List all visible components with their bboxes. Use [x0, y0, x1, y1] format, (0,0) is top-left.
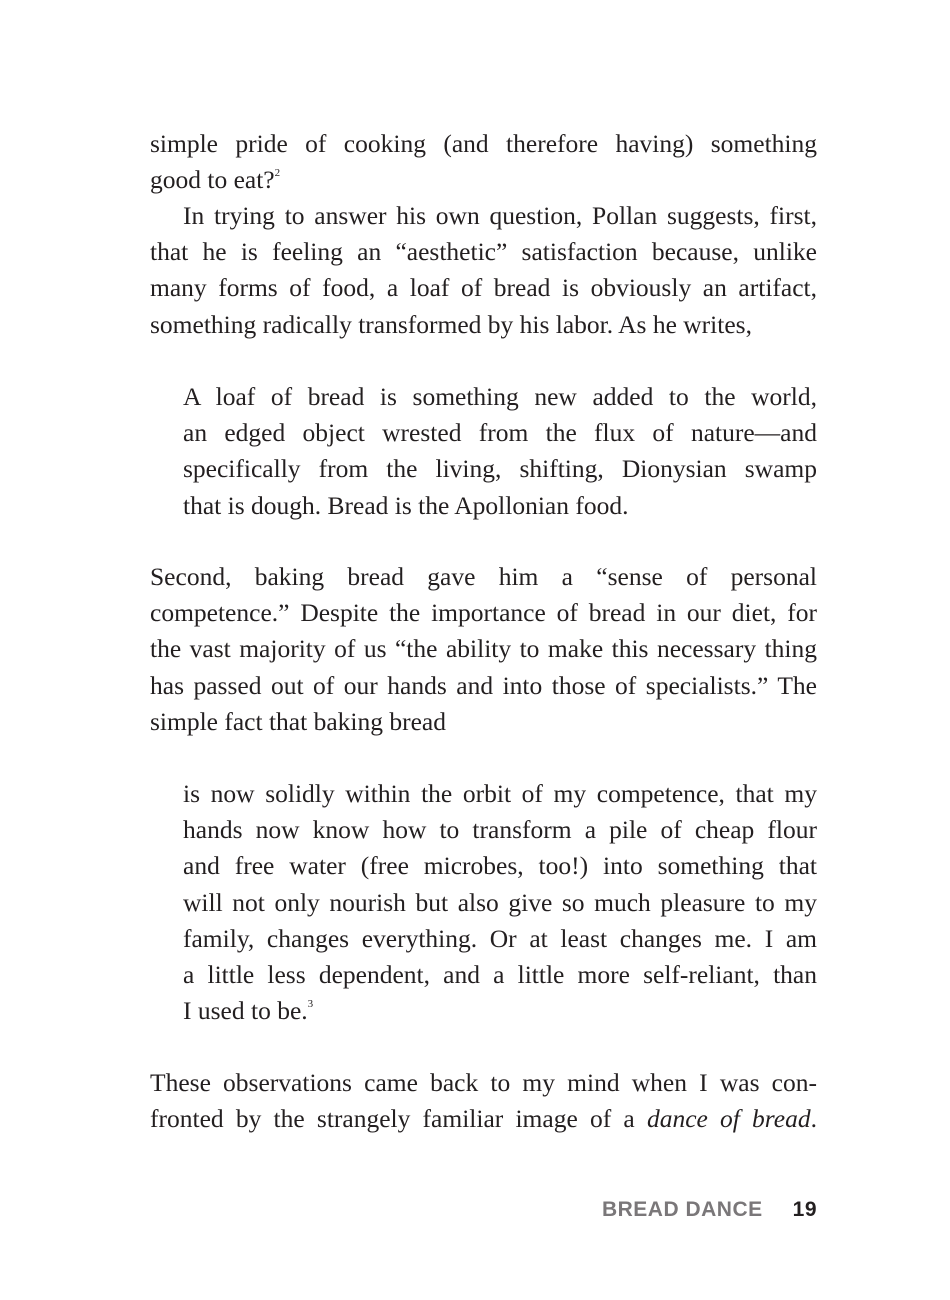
text-line: something radically transformed by his labor. As he writes,	[150, 309, 752, 339]
paragraph-pollan-answer	[150, 198, 817, 343]
text-line: simple pride of cooking (and therefore having) something	[150, 129, 817, 158]
quote-line: that is dough. Bread is the Apollonian food.	[183, 490, 629, 520]
paragraph-observations	[150, 1065, 817, 1137]
text-line: fronted by the strangely familiar image of a dance of bread.	[150, 1104, 817, 1134]
text-line: In trying to answer his own question, Pollan suggests, first,	[183, 201, 817, 230]
emphasis-dance-of-bread: dance of bread	[646, 1104, 811, 1134]
text-line: that he is feeling an “aesthetic” satisfaction because, unlike	[150, 237, 817, 267]
quote-line: is now solidly within the orbit of my competence, that my	[183, 779, 817, 808]
text-line: simple fact that baking bread	[150, 706, 446, 736]
text-line: many forms of food, a loaf of bread is obviously an artifact,	[150, 273, 817, 303]
block-quote-competence	[183, 776, 817, 1029]
quote-line: I used to be.$^3$	[183, 996, 314, 1026]
block-quote-loaf	[183, 379, 817, 524]
text-line: Second, baking bread gave him a “sense of personal	[150, 562, 817, 591]
paragraph-continuation	[150, 126, 817, 198]
quote-line: family, changes everything. Or at least changes me. I am	[183, 923, 817, 953]
quote-line: A loaf of bread is something new added to the world,	[183, 382, 817, 411]
quote-line: specifically from the living, shifting, Dionysian swamp	[183, 454, 817, 484]
footnote-marker: 3	[307, 998, 314, 1011]
running-head: BREAD DANCE	[601, 1198, 763, 1221]
quote-line: hands now know how to transform a pile of cheap flour	[183, 815, 817, 845]
quote-line: and free water (free microbes, too!) into something that	[183, 851, 817, 881]
page-number: 19	[792, 1198, 817, 1221]
footnote-marker: 2	[274, 167, 281, 180]
quote-line: a little less dependent, and a little more self-reliant, than	[183, 960, 817, 990]
text-line: has passed out of our hands and into those of specialists.” The	[150, 670, 817, 700]
text-line: good to eat?$^2$	[150, 165, 281, 195]
text-line: the vast majority of us “the ability to make this necessary thing	[150, 634, 817, 664]
quote-line: an edged object wrested from the flux of nature—and	[183, 418, 817, 448]
quote-line: will not only nourish but also give so much pleasure to my	[183, 887, 817, 917]
paragraph-competence	[150, 559, 817, 740]
text-line: competence.” Despite the importance of bread in our diet, for	[150, 598, 817, 628]
text-line: These observations came back to my mind when I was con-	[150, 1068, 817, 1097]
page-footer	[602, 1198, 817, 1222]
